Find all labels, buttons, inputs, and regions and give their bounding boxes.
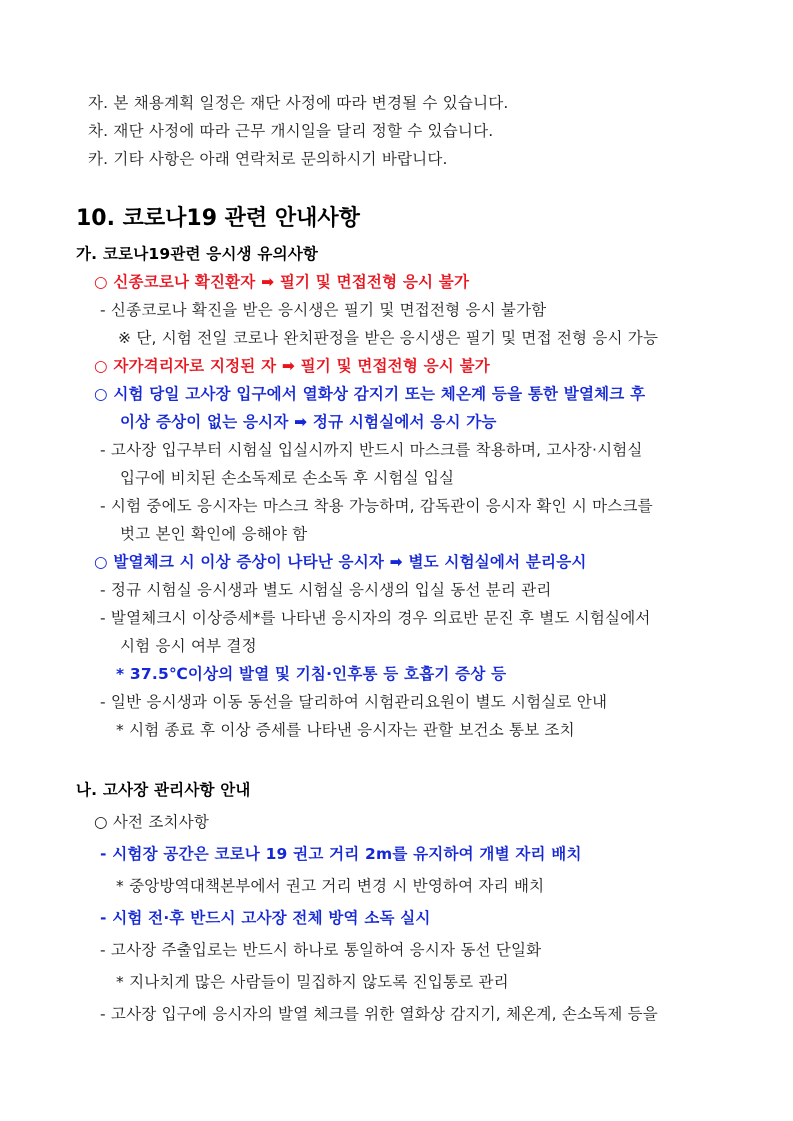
b-dash-disinfection: - 시험 전·후 반드시 고사장 전체 방역 소독 실시 — [100, 909, 431, 927]
item-cha: 차. 재단 사정에 따라 근무 개시일을 달리 정할 수 있습니다. — [88, 122, 494, 140]
a-bullet-fever-check-cont: 이상 증상이 없는 응시자 ➡ 정규 시험실에서 응시 가능 — [120, 413, 497, 431]
a-dash-mask-during-cont: 벗고 본인 확인에 응해야 함 — [120, 525, 308, 543]
section-title: 10. 코로나19 관련 안내사항 — [76, 206, 360, 231]
a-dash-guide: - 일반 응시생과 이동 동선을 달리하여 시험관리요원이 별도 시험실로 안내 — [100, 693, 608, 711]
b-dash-distance: - 시험장 공간은 코로나 19 권고 거리 2m를 유지하여 개별 자리 배치 — [100, 845, 582, 863]
a-note-report: * 시험 종료 후 이상 증세를 나타낸 응시자는 관할 보건소 통보 조치 — [116, 721, 575, 739]
a-bullet-confirmed: ○ 신종코로나 확진환자 ➡ 필기 및 면접전형 응시 불가 — [94, 273, 470, 291]
a-dash-mask: - 고사장 입구부터 시험실 입실시까지 반드시 마스크를 착용하며, 고사장·시험실 — [100, 441, 643, 459]
a-bullet-quarantine: ○ 자가격리자로 지정된 자 ➡ 필기 및 면접전형 응시 불가 — [94, 357, 490, 375]
b-dash-entrance: - 고사장 주출입로는 반드시 하나로 통일하여 응시자 동선 단일화 — [100, 941, 542, 959]
item-ja: 자. 본 채용계획 일정은 재단 사정에 따라 변경될 수 있습니다. — [88, 94, 509, 112]
b-note-distance: * 중앙방역대책본부에서 권고 거리 변경 시 반영하여 자리 배치 — [116, 877, 545, 895]
a-note-recovered: ※ 단, 시험 전일 코로나 완치판정을 받은 응시생은 필기 및 면접 전형 응시 가능 — [118, 329, 659, 347]
a-bullet-fever-check: ○ 시험 당일 고사장 입구에서 열화상 감지기 또는 체온계 등을 통한 발열체크 후 — [94, 385, 646, 403]
a-dash-confirmed: - 신종코로나 확진을 받은 응시생은 필기 및 면접전형 응시 불가함 — [100, 301, 547, 319]
subsection-b-title: 나. 고사장 관리사항 안내 — [76, 781, 251, 799]
a-note-symptoms: * 37.5℃이상의 발열 및 기침·인후통 등 호흡기 증상 등 — [116, 665, 507, 683]
b-note-crowd: * 지나치게 많은 사람들이 밀집하지 않도록 진입통로 관리 — [116, 973, 509, 991]
subsection-a-title: 가. 코로나19관련 응시생 유의사항 — [76, 245, 319, 263]
a-dash-abnormal: - 발열체크시 이상증세*를 나타낸 응시자의 경우 의료반 문진 후 별도 시험실에서 — [100, 609, 651, 627]
a-bullet-symptoms: ○ 발열체크 시 이상 증상이 나타난 응시자 ➡ 별도 시험실에서 분리응시 — [94, 553, 587, 571]
a-dash-separate-route: - 정규 시험실 응시생과 별도 시험실 응시생의 입실 동선 분리 관리 — [100, 581, 552, 599]
a-dash-mask-during: - 시험 중에도 응시자는 마스크 착용 가능하며, 감독관이 응시자 확인 시 마스크를 — [100, 497, 653, 515]
item-ka: 카. 기타 사항은 아래 연락처로 문의하시기 바랍니다. — [88, 150, 448, 168]
a-dash-mask-cont: 입구에 비치된 손소독제로 손소독 후 시험실 입실 — [120, 469, 455, 487]
b-dash-fever-equipment: - 고사장 입구에 응시자의 발열 체크를 위한 열화상 감지기, 체온계, 손소독제 등을 — [100, 1005, 658, 1023]
a-dash-abnormal-cont: 시험 응시 여부 결정 — [120, 637, 257, 655]
b-bullet-precautions: ○ 사전 조치사항 — [94, 813, 210, 831]
